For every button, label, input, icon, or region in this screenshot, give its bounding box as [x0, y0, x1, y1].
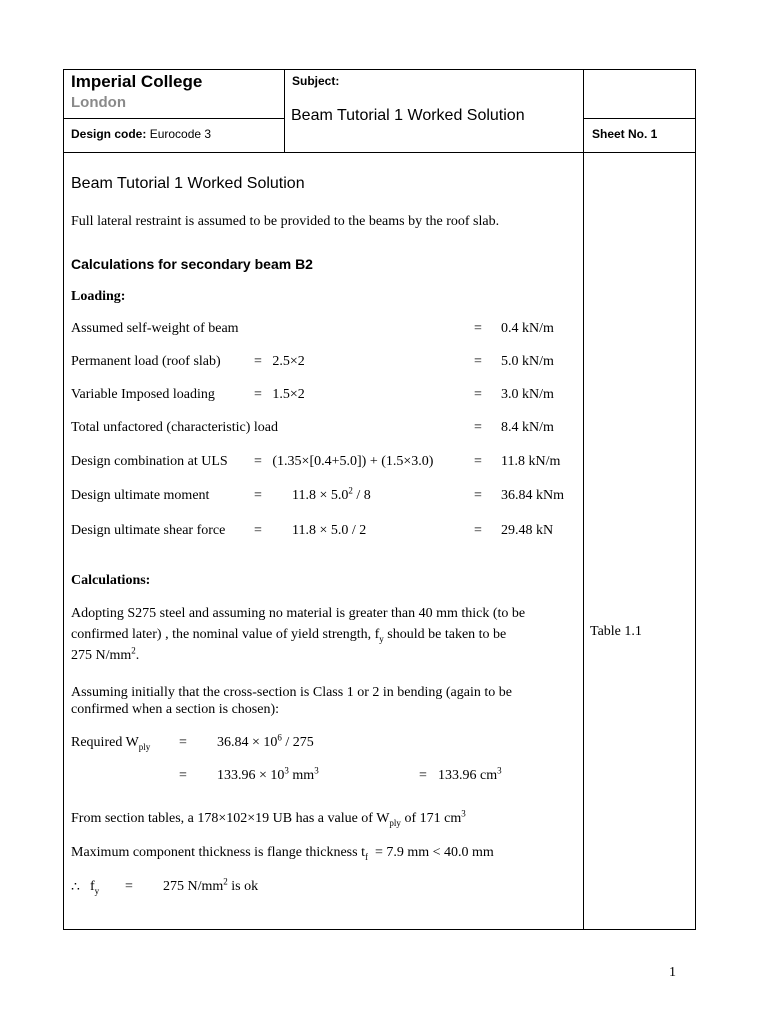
expr-main: 11.8 × 5.0 — [292, 488, 349, 503]
fy-symbol — [90, 879, 99, 895]
fy-value-sup: 2 — [223, 876, 228, 887]
college-name: Imperial College — [71, 72, 203, 91]
wply2-text: 133.96 × 10 — [217, 768, 285, 783]
section-table-line — [71, 808, 466, 828]
table-reference: Table 1.1 — [590, 624, 642, 639]
para-text: should be taken to be — [383, 627, 507, 642]
wply2-sup: 3 — [314, 765, 319, 776]
frame-right — [695, 69, 696, 930]
wply-value — [217, 732, 314, 751]
frame-bottom — [63, 929, 696, 930]
load-row-label: Design combination at ULS — [71, 454, 228, 469]
college-city: London — [71, 94, 126, 111]
wply-value-post: / 275 — [281, 735, 314, 750]
load-row-expr: = 1.5×2 — [254, 387, 305, 402]
para-sup: 2 — [131, 645, 136, 656]
frame-subject-left — [284, 69, 285, 153]
para-line: Adopting S275 steel and assuming no material is greater than 40 mm thick (to be — [71, 606, 526, 621]
wply2-value — [217, 765, 319, 784]
fy-value — [163, 876, 259, 895]
page-number: 1 — [669, 965, 676, 980]
wply2-unit: mm — [288, 768, 315, 783]
wply-label-text: Required W — [71, 735, 139, 750]
frame-top — [63, 69, 696, 70]
intro-text: Full lateral restraint is assumed to be provided to the beams by the roof slab. — [71, 214, 500, 229]
frame-margin-column — [583, 69, 584, 930]
wply2-eq: = — [179, 768, 187, 783]
load-row-eq: = — [474, 354, 482, 369]
section-line-text: From section tables, a 178×102×19 UB has a value of W — [71, 811, 390, 826]
expr-post: / 8 — [352, 488, 371, 503]
frame-header-divider — [63, 152, 696, 153]
subject-label: Subject: — [292, 74, 340, 88]
load-row-value: 5.0 kN/m — [501, 354, 554, 369]
load-row-value: 29.48 kN — [501, 523, 554, 538]
para-line — [71, 645, 571, 666]
wply2-value2 — [438, 765, 502, 784]
load-row-label: Total unfactored (characteristic) load — [71, 420, 278, 435]
wply2-value2-text: 133.96 cm — [438, 768, 498, 783]
wply-label — [71, 735, 150, 751]
fy-value-text: 275 N/mm — [163, 879, 224, 894]
load-row-expr-pre: = — [254, 523, 262, 538]
wply-value-text: 36.84 × 10 — [217, 735, 278, 750]
para-text: 275 N/mm — [71, 648, 132, 663]
load-row-expr — [292, 485, 371, 504]
para-sub: y — [379, 633, 384, 644]
load-row-eq: = — [474, 321, 482, 336]
load-row-value: 11.8 kN/m — [501, 454, 561, 469]
frame-left-header-mid — [63, 118, 285, 119]
wply-eq: = — [179, 735, 187, 750]
section-line-text: of 171 cm — [400, 811, 462, 826]
load-row-eq: = — [474, 420, 482, 435]
load-row-eq: = — [474, 488, 482, 503]
thickness-text: = 7.9 mm < 40.0 mm — [367, 845, 494, 860]
section-heading: Calculations for secondary beam B2 — [71, 256, 313, 272]
paragraph-class — [71, 684, 571, 718]
load-row-label: Design ultimate shear force — [71, 523, 226, 538]
para-text: confirmed later) , the nominal value of yield strength, f — [71, 627, 380, 642]
fy-f: f — [90, 879, 95, 894]
page-title: Beam Tutorial 1 Worked Solution — [71, 175, 305, 192]
frame-left — [63, 69, 64, 930]
subject-title: Beam Tutorial 1 Worked Solution — [291, 107, 525, 124]
wply2-value2-sup: 3 — [497, 765, 502, 776]
load-row-eq: = — [474, 454, 482, 469]
calculations-heading: Calculations: — [71, 573, 151, 588]
para-line: Assuming initially that the cross-section is Class 1 or 2 in bending (again to be — [71, 685, 512, 700]
load-row-expr: = (1.35×[0.4+5.0]) + (1.5×3.0) — [254, 454, 434, 469]
load-row-label: Design ultimate moment — [71, 488, 210, 503]
fy-eq: = — [125, 879, 133, 894]
para-line: confirmed when a section is chosen): — [71, 702, 279, 717]
design-code-value: Eurocode 3 — [149, 127, 212, 141]
section-line-sup: 3 — [461, 808, 466, 819]
load-row-expr-pre: = — [254, 488, 262, 503]
para-text: . — [135, 648, 140, 663]
load-row-value: 0.4 kN/m — [501, 321, 554, 336]
wply-value-sup: 6 — [277, 732, 282, 743]
para-line — [71, 624, 571, 645]
design-code-label: Design code: — [71, 127, 147, 141]
section-line-sub: ply — [389, 817, 401, 828]
wply2-sup: 3 — [284, 765, 289, 776]
load-row-expr: = 2.5×2 — [254, 354, 305, 369]
fy-sub: y — [94, 885, 100, 896]
load-row-eq: = — [474, 387, 482, 402]
thickness-text: Maximum component thickness is flange thickness t — [71, 845, 365, 860]
design-code — [71, 127, 211, 141]
load-row-label: Permanent load (roof slab) — [71, 354, 221, 369]
thickness-line — [71, 845, 494, 861]
load-row-eq: = — [474, 523, 482, 538]
load-row-value: 8.4 kN/m — [501, 420, 554, 435]
expr-sup: 2 — [348, 485, 353, 496]
thickness-sub: f — [364, 851, 368, 862]
load-row-value: 36.84 kNm — [501, 488, 564, 503]
fy-value-post: is ok — [227, 879, 259, 894]
wply2-eq2: = — [419, 768, 427, 783]
paragraph-steel — [71, 603, 571, 666]
sheet-number: Sheet No. 1 — [592, 127, 658, 141]
load-row-label: Variable Imposed loading — [71, 387, 215, 402]
load-row-expr: 11.8 × 5.0 / 2 — [292, 523, 367, 538]
wply-label-sub: ply — [138, 741, 151, 752]
loading-heading: Loading: — [71, 289, 126, 304]
frame-right-header-mid — [583, 118, 696, 119]
load-row-value: 3.0 kN/m — [501, 387, 554, 402]
fy-therefore: ∴ — [71, 880, 80, 895]
load-row-label: Assumed self-weight of beam — [71, 321, 239, 336]
